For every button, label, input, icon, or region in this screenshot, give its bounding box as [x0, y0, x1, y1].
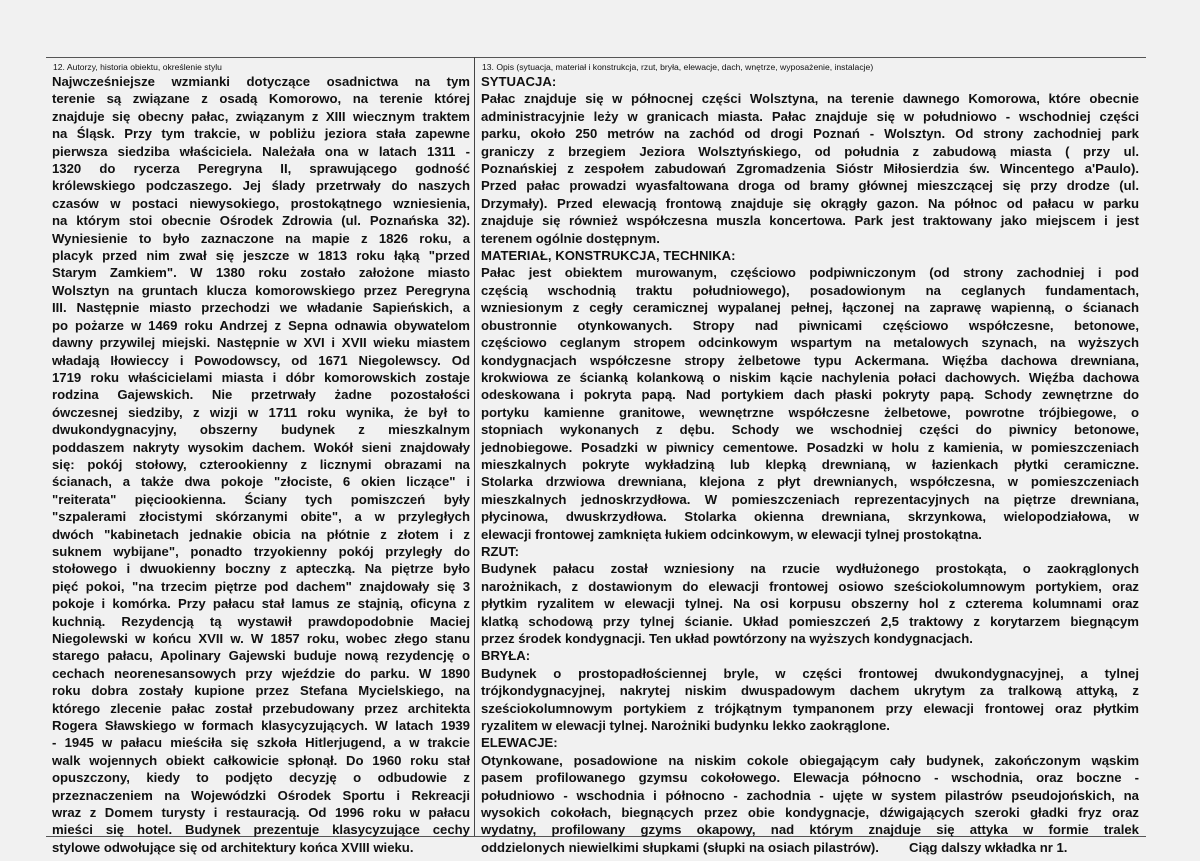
text-line: pokoje i komórka. Przy pałacu stał lamus ze stajnią, oficyna z — [52, 596, 470, 612]
text-line: po pożarze w 1469 roku Andrzej z Sepna odnawia obywatelom — [52, 317, 470, 333]
text-line: "szpalerami złocistymi skórzanymi obite", a w przyległych — [52, 509, 470, 525]
text-line: odeskowana i pokryta papą. Nad portykiem dach płaski pokryty papą. Schody zewnętrzne do — [481, 387, 1139, 403]
text-line: klatką schodową przy tylnej ścianie. Układ pomieszczeń 2,5 traktowy z korytarzem biegnącym — [481, 613, 1139, 629]
text-line: przez środek kondygnacji. Ten układ powtórzony na wyższych kondygnacjach. — [481, 631, 973, 646]
text-line: czasów w postaci niewysokiego, prostokątnego wzniesienia, — [52, 195, 470, 211]
text-line: znajduje się również współczesna muszla koncertowa. Park jest traktowany jako miejscem i jest — [481, 213, 1139, 229]
text-line: Poznańskiej z zespołem zabudowań Zgromadzenia Sióstr Miłosierdzia św. Wincentego a'Paulo). — [481, 161, 1139, 177]
text-line: pasem profilowanego gzymsu cokołowego. Elewacja północno - wschodnia, oraz boczne - — [481, 770, 1139, 786]
text-line: poddaszem nakryty wysokim dachem. Wokół sieni znajdowały — [52, 439, 470, 455]
text-line: Najwcześniejsze wzmianki dotyczące osadnictwa na tym — [52, 74, 470, 89]
text-line: przeznaczeniem na Wojewódzki Ośrodek Sportu i Rekreacji — [52, 787, 470, 803]
text-line: portyku kamienne granitowe, wewnętrzne współczesne żelbetowe, powrotne trójbiegowe, o — [481, 404, 1139, 420]
text-line: BRYŁA: — [481, 648, 531, 664]
text-line: którego zlecenie pałac został przebudowany przez architekta — [52, 700, 470, 716]
text-line: kondygnacjach współczesne stropy żelbetowe typu Ackermana. Więźba dachowa drewniana, — [481, 352, 1139, 368]
text-line: III. Następnie miasto przechodzi we władanie Sapieńskich, a — [52, 300, 470, 316]
text-line: południowo - wschodnia i północno - zachodnia - ujęte w system pilastrów pseudojońskich, na — [481, 787, 1139, 803]
text-line: SYTUACJA: — [481, 74, 557, 89]
text-line: Niegolewski w końcu XVII w. W 1857 roku, wobec złego stanu — [52, 631, 470, 646]
text-line: stopniach wykonanych z dębu. Schody we wschodniej części do piwnicy betonowe, — [481, 422, 1139, 438]
text-line: ścianach, a także dwa pokoje "złociste, 6 okien liczące" i — [52, 474, 470, 490]
text-line: MATERIAŁ, KONSTRUKCJA, TECHNIKA: — [481, 248, 736, 264]
continuation-note: Ciąg dalszy wkładka nr 1. — [908, 839, 1068, 855]
text-line: stylowe odwołujące się od architektury końca XVIII wieku. — [52, 839, 414, 855]
text-line: mieści się hotel. Budynek prezentuje klasycyzujące cechy — [52, 822, 470, 838]
text-line: opuszczony, kiedy to podjęto decyzję o odbudowie z — [52, 770, 470, 786]
text-line: dwukondygnacyjny, obszerny budynek z mieszkalnym — [52, 422, 470, 438]
text-line: sześciokolumnowym portykiem z trójkątnym tympanonem przy elewacji frontowej oraz płytkim — [481, 700, 1139, 716]
top-rule — [46, 57, 1146, 58]
text-line: cechach neorenesansowych przy wjeździe do parku. W 1890 — [52, 665, 470, 681]
text-line: roku dobra zostały kupione przez Stefana Mycielskiego, na — [52, 683, 470, 699]
column-divider — [474, 57, 475, 836]
text-line: Budynek pałacu został wzniesiony na rzucie wydłużonego prostokąta, o zaokrąglonych — [481, 561, 1139, 577]
text-line: wraz z Domem turysty i restauracją. Od 1996 roku w pałacu — [52, 805, 470, 821]
text-line: władają Iłowieccy i Powodowscy, od 1671 Niegolewscy. Od — [52, 352, 470, 368]
text-line: obustronnie otynkowanych. Stropy nad piwnicami częściowo współczesne, betonowe, — [481, 317, 1139, 333]
text-line: 1320 do rycerza Peregryna II, sprawującego godność — [52, 161, 470, 177]
text-line: Wolsztyn na gruntach klucza komorowskiego przez Peregryna — [52, 282, 470, 298]
text-line: jednobiegowe. Posadzki w piwnicy cementowe. Posadzki w holu z kamienia, w pomieszczeniach — [481, 439, 1139, 455]
text-line: mieszkalnych jednoskrzydłowa. W pomieszczeniach reprezentacyjnych na piętrze drewniana, — [481, 491, 1139, 507]
description-text-column — [481, 73, 1139, 856]
text-line: ELEWACJE: — [481, 735, 558, 751]
text-line: Pałac jest obiektem murowanym, częściowo podpiwniczonym (od strony zachodniej i pod — [481, 265, 1139, 281]
text-line: stołowego i dwuokienny boczny z apteczką. Na piętrze było — [52, 561, 470, 577]
text-line: parku, około 250 metrów na zachód od drogi Poznań - Wolsztyn. Od strony zachodniej park — [481, 126, 1139, 142]
text-line: się: pokój stołowy, czterookienny z licznymi obrazami na — [52, 456, 470, 472]
text-line: dawny przywilej miejski. Następnie w XVI i XVII wieku miastem — [52, 335, 470, 351]
text-line: oddzielonych niewielkimi słupkami (słupki na osiach pilastrów). Ciąg dalszy wkładka nr 1. — [481, 839, 1068, 855]
text-line: ówczesnej siedziby, z wizji w 1711 roku wynika, że był to — [52, 404, 470, 420]
text-line: graniczy z brzegiem Jeziora Wolsztyńskiego, od południa z zabudową miasta ( przy ul. — [481, 143, 1139, 159]
text-line: - 1945 w pałacu mieściła się szkoła Hitlerjugend, a w trakcie — [52, 735, 470, 751]
text-line: płycinowa, dwuskrzydłowa. Stolarka okienna drewniana, skrzynkowa, wielopodziałowa, w — [481, 509, 1139, 525]
text-line: administracyjnie leży w granicach miasta. Pałac znajduje się w południowo - wschodniej części — [481, 108, 1139, 124]
text-line: terenem ogólnie dostępnym. — [481, 230, 660, 246]
text-line: Pałac znajduje się w północnej części Wolsztyna, na terenie dawnego Komorowa, które obecnie — [481, 91, 1139, 107]
text-line: Wyniesienie to było zaznaczone na mapie z 1826 roku, a — [52, 230, 470, 246]
text-line: znajduje się obecny pałac, związanym z XIII wiecznym traktem — [52, 108, 470, 124]
text-line: pierwsza siedziba właściciela. Należała ona w latach 1311 - — [52, 143, 470, 159]
text-line: terenie są związane z osadą Komorowo, na terenie której — [52, 91, 470, 107]
text-line: dwóch "kabinetach jednakie obicia na płótnie z złotem i z — [52, 526, 470, 542]
text-line: mieszkalnych pokryte wykładziną lub klepką drewnianą, w łazienkach płytki ceramiczne. — [481, 456, 1139, 472]
text-line: suknem wybijane", ponadto trzyokienny pokój przyległy do — [52, 543, 470, 559]
text-line: elewacji frontowej zamknięta łukiem odcinkowym, w elewacji tylnej prostokątna. — [481, 526, 982, 542]
text-line: starego pałacu, Apolinary Gajewski buduje nową rezydencję o — [52, 648, 470, 664]
right-section-header: 13. Opis (sytuacja, materiał i konstrukcja, rzut, bryła, elewacje, dach, wnętrze, wyposażenie, instalacje) — [482, 62, 874, 72]
text-line: kuchnią. Rezydencją tą wystawił prawdopodobnie Maciej — [52, 613, 470, 629]
text-line: wysokich cokołach, biegnących przez obie kondygnacje, dźwigających szeroki gładki fryz oraz — [481, 805, 1139, 821]
text-line: trójkondygnacyjnej, nakrytej niskim dwuspadowym dachem ukrytym za tralkową attyką, z — [481, 683, 1139, 699]
text-line: RZUT: — [481, 543, 519, 559]
text-line: Starym Zamkiem". W 1380 roku zostało założone miasto — [52, 265, 470, 281]
text-line: na którym stoi obecnie Ośrodek Zdrowia (ul. Poznańska 32). — [52, 213, 470, 229]
text-line: wydatny, profilowany gzyms okapowy, nad którym znajduje się attyka w formie tralek — [481, 822, 1139, 838]
text-line: płytkim ryzalitem w elewacji tylnej. Na osi korpusu obszerny hol z czterema kolumnami oraz — [481, 596, 1139, 612]
history-text-column — [52, 73, 470, 856]
text-line: placyk przed nim zwał się jeszcze w 1813 roku łąką "przed — [52, 248, 470, 264]
left-section-header: 12. Autorzy, historia obiektu, określenie stylu — [53, 62, 222, 72]
text-line: pięć pokoi, "na trzecim piętrze pod dachem" znajdowały się 3 — [52, 578, 470, 594]
text-line: krokwiowa ze ścianką kolankową o niskim kącie nachylenia połaci dachowych. Więźba dachowa — [481, 369, 1139, 385]
text-line: narożnikach, z dostawionym do elewacji frontowej osiowo sześciokolumnowym portykiem, oraz — [481, 578, 1139, 594]
text-line: częścią wschodnią traktu południowego), posadowionym na ceglanych fundamentach, — [481, 282, 1139, 298]
text-line: Przed pałac prowadzi wyasfaltowana droga od bramy głównej mieszczącej się przy drodze (ul. — [481, 178, 1139, 194]
text-line: częściowo ceglanym stropem odcinkowym wspartym na metalowych szynach, na wyższych — [481, 335, 1139, 351]
text-line: "reiterata" pięciookienna. Ściany tych pomiszczeń były — [52, 491, 470, 507]
text-line: 1719 roku właścicielami miasta i dóbr komorowskich zostaje — [52, 369, 470, 385]
text-line: ryzalitem w elewacji tylnej. Narożniki budynku lekko zaokrąglone. — [481, 718, 890, 734]
text-line: Drzymały). Przed elewacją frontową znajduje się okrągły gazon. Na północ od pałacu w parku — [481, 195, 1139, 211]
text-line: Rogera Sławskiego w formach klasycyzujących. W latach 1939 — [52, 718, 470, 734]
text-line: Stolarka drzwiowa drewniana, klejona z płyt drewnianych, współczesna, w pomieszczeniach — [481, 474, 1139, 490]
text-line: wzniesionym z cegły ceramicznej wypalanej pełnej, łączonej na zaprawę wapienną, o ścianach — [481, 300, 1139, 316]
text-line: Budynek o prostopadłościennej bryle, w części frontowej dwukondygnacyjnej, a tylnej — [481, 665, 1139, 681]
text-line: królewskiego podczaszego. Jej ślady przetrwały do naszych — [52, 178, 470, 194]
text-line: rodzina Gajewskich. Nie przetrwały żadne pozostałości — [52, 387, 470, 403]
text-line: na Śląsk. Przy tym trakcie, w pobliżu jeziora stała zapewne — [52, 126, 470, 142]
text-line: Otynkowane, posadowione na niskim cokole obiegającym cały budynek, zakończonym wąskim — [481, 752, 1139, 768]
text-line: walk wojennych obiekt całkowicie spłonął. Do 1960 roku stał — [52, 752, 470, 768]
